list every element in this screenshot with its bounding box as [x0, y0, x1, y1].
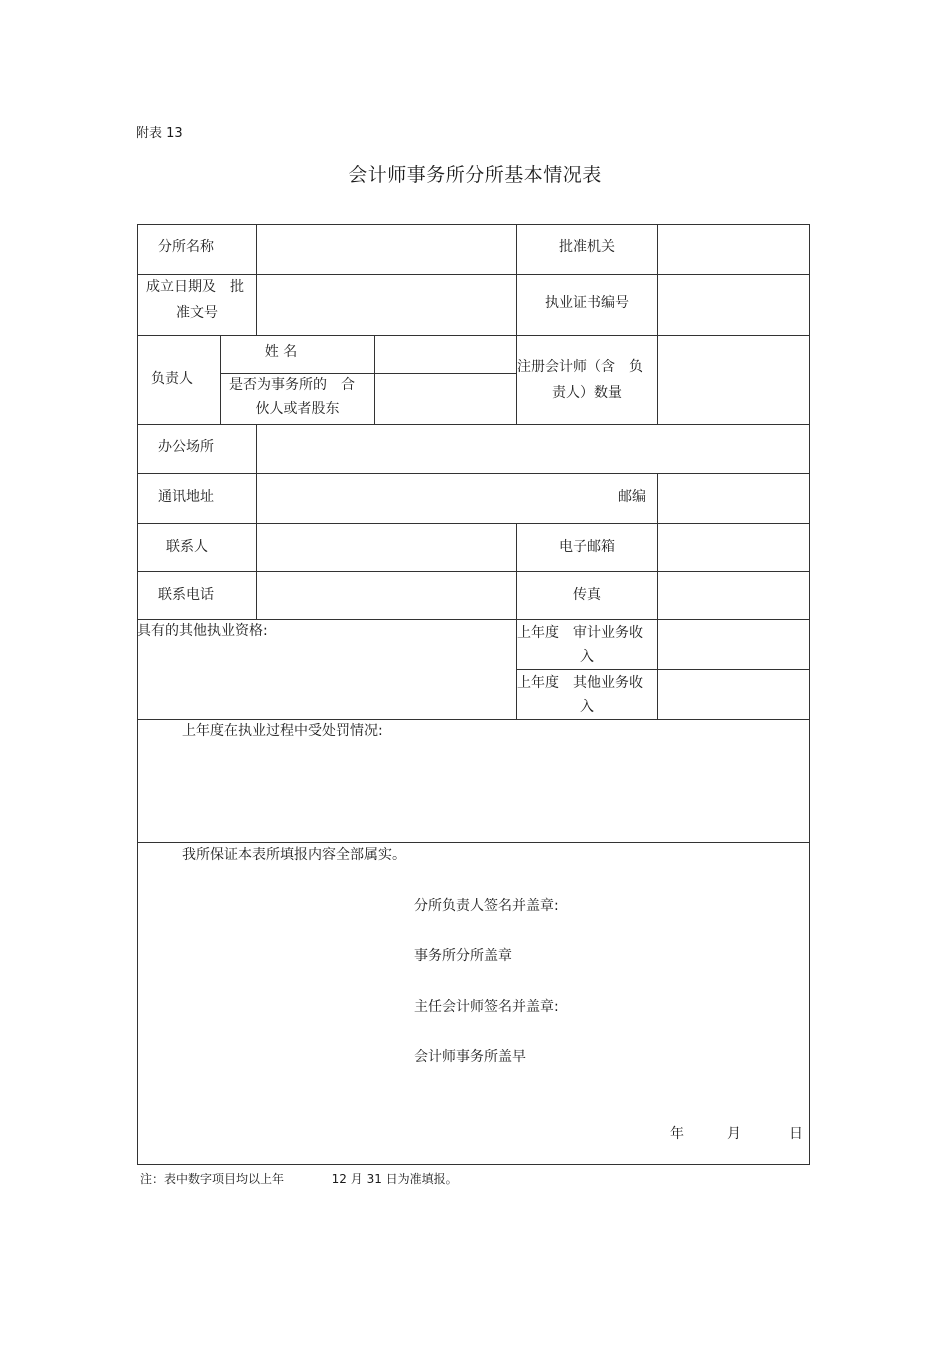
approval-authority-label: 批准机关: [559, 239, 615, 255]
postcode-label: 邮编: [618, 489, 646, 505]
established-date-label-line2: 准文号: [176, 305, 218, 321]
approval-authority-field[interactable]: [658, 226, 809, 273]
other-income-label-line1: 上年度 其他业务收: [517, 675, 643, 691]
audit-income-label-line2: 入: [580, 649, 594, 665]
branch-name-field[interactable]: [257, 226, 515, 273]
is-partner-label-line1: 是否为事务所的 合: [229, 377, 355, 393]
year-label: 年: [670, 1126, 684, 1142]
penalties-field[interactable]: [140, 747, 808, 840]
mailing-address-field[interactable]: [257, 474, 537, 522]
branch-head-signature-label: 分所负责人签名并盖章:: [414, 898, 559, 914]
office-location-field[interactable]: [257, 425, 809, 472]
mailing-address-label: 通讯地址: [158, 489, 214, 505]
contact-person-label: 联系人: [166, 539, 208, 555]
footnote: [140, 1170, 458, 1187]
is-partner-label-line2: 伙人或者股东: [255, 401, 340, 417]
license-number-field[interactable]: [658, 275, 809, 334]
established-date-label-line1: 成立日期及 批: [146, 279, 244, 295]
other-income-field[interactable]: [658, 670, 809, 718]
col-divider: [516, 335, 517, 424]
name-label: 姓 名: [264, 344, 298, 360]
email-label: 电子邮箱: [559, 539, 615, 555]
person-in-charge-label: 负责人: [151, 371, 193, 387]
audit-income-field[interactable]: [658, 620, 809, 668]
guarantee-statement: 我所保证本表所填报内容全部属实。: [182, 847, 406, 863]
audit-income-label-line1: 上年度 审计业务收: [517, 625, 643, 641]
contact-person-field[interactable]: [257, 524, 515, 570]
branch-seal-label: 事务所分所盖章: [414, 948, 512, 964]
fax-field[interactable]: [658, 572, 809, 618]
other-qualifications-label: 具有的其他执业资格:: [137, 623, 268, 639]
director-signature-label: 主任会计师签名并盖章:: [414, 999, 559, 1015]
firm-seal-label: 会计师事务所盖早: [414, 1049, 526, 1065]
contact-phone-field[interactable]: [257, 572, 515, 618]
form-table: [137, 224, 810, 1165]
cpa-count-label-line2: 责人）数量: [552, 385, 622, 401]
fax-label: 传真: [573, 587, 601, 603]
day-label: 日: [789, 1126, 803, 1142]
branch-name-label: 分所名称: [158, 239, 214, 255]
cpa-count-label-line1: 注册会计师（含 负: [517, 359, 643, 375]
office-location-label: 办公场所: [158, 439, 214, 455]
email-field[interactable]: [658, 524, 809, 570]
is-partner-field[interactable]: [375, 374, 515, 423]
established-date-field[interactable]: [257, 275, 515, 334]
footnote-prefix: 注：表中数字项目均以上年: [140, 1172, 285, 1186]
appendix-label: 附表 13: [136, 126, 183, 141]
penalties-label: 上年度在执业过程中受处罚情况:: [182, 723, 383, 739]
contact-phone-label: 联系电话: [158, 587, 214, 603]
cpa-count-field[interactable]: [658, 336, 809, 423]
name-field[interactable]: [375, 336, 515, 372]
postcode-field[interactable]: [658, 474, 809, 522]
other-income-label-line2: 入: [580, 699, 594, 715]
license-number-label: 执业证书编号: [545, 295, 629, 311]
other-qualifications-field[interactable]: [140, 645, 514, 717]
footnote-suffix: 12 月 31 日为准填报。: [331, 1172, 458, 1186]
page-title: 会计师事务所分所基本情况表: [348, 164, 602, 186]
month-label: 月: [727, 1126, 741, 1142]
